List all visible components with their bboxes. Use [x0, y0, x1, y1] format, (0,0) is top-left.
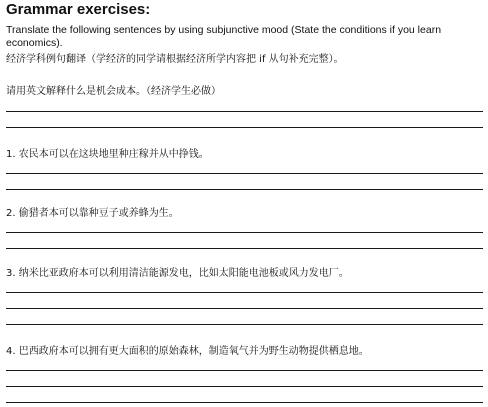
question-3: 3. 纳米比亚政府本可以利用清洁能源发电，比如太阳能电池板或风力发电厂。 [6, 268, 349, 279]
answer-line[interactable] [6, 402, 483, 403]
question-opportunity-cost: 请用英文解释什么是机会成本。（经济学生必做） [6, 86, 221, 97]
answer-line[interactable] [6, 324, 483, 325]
instruction-english: Translate the following sentences by using subjunctive mood (State the conditions if you learn economics). [6, 24, 442, 49]
answer-line[interactable] [6, 386, 483, 387]
instruction-chinese: 经济学科例句翻译（学经济的同学请根据经济所学内容把 if 从句补充完整）。 [6, 54, 344, 65]
answer-line[interactable] [6, 292, 483, 293]
answer-line[interactable] [6, 370, 483, 371]
page-title: Grammar exercises: [6, 1, 151, 18]
question-2: 2. 偷猎者本可以靠种豆子或养蜂为生。 [6, 208, 179, 219]
question-4: 4. 巴西政府本可以拥有更大面积的原始森林，制造氧气并为野生动物提供栖息地。 [6, 346, 369, 357]
answer-line[interactable] [6, 127, 483, 128]
question-1: 1. 农民本可以在这块地里种庄稼并从中挣钱。 [6, 149, 209, 160]
answer-line[interactable] [6, 111, 483, 112]
answer-line[interactable] [6, 232, 483, 233]
answer-line[interactable] [6, 189, 483, 190]
answer-line[interactable] [6, 248, 483, 249]
answer-line[interactable] [6, 308, 483, 309]
answer-line[interactable] [6, 173, 483, 174]
